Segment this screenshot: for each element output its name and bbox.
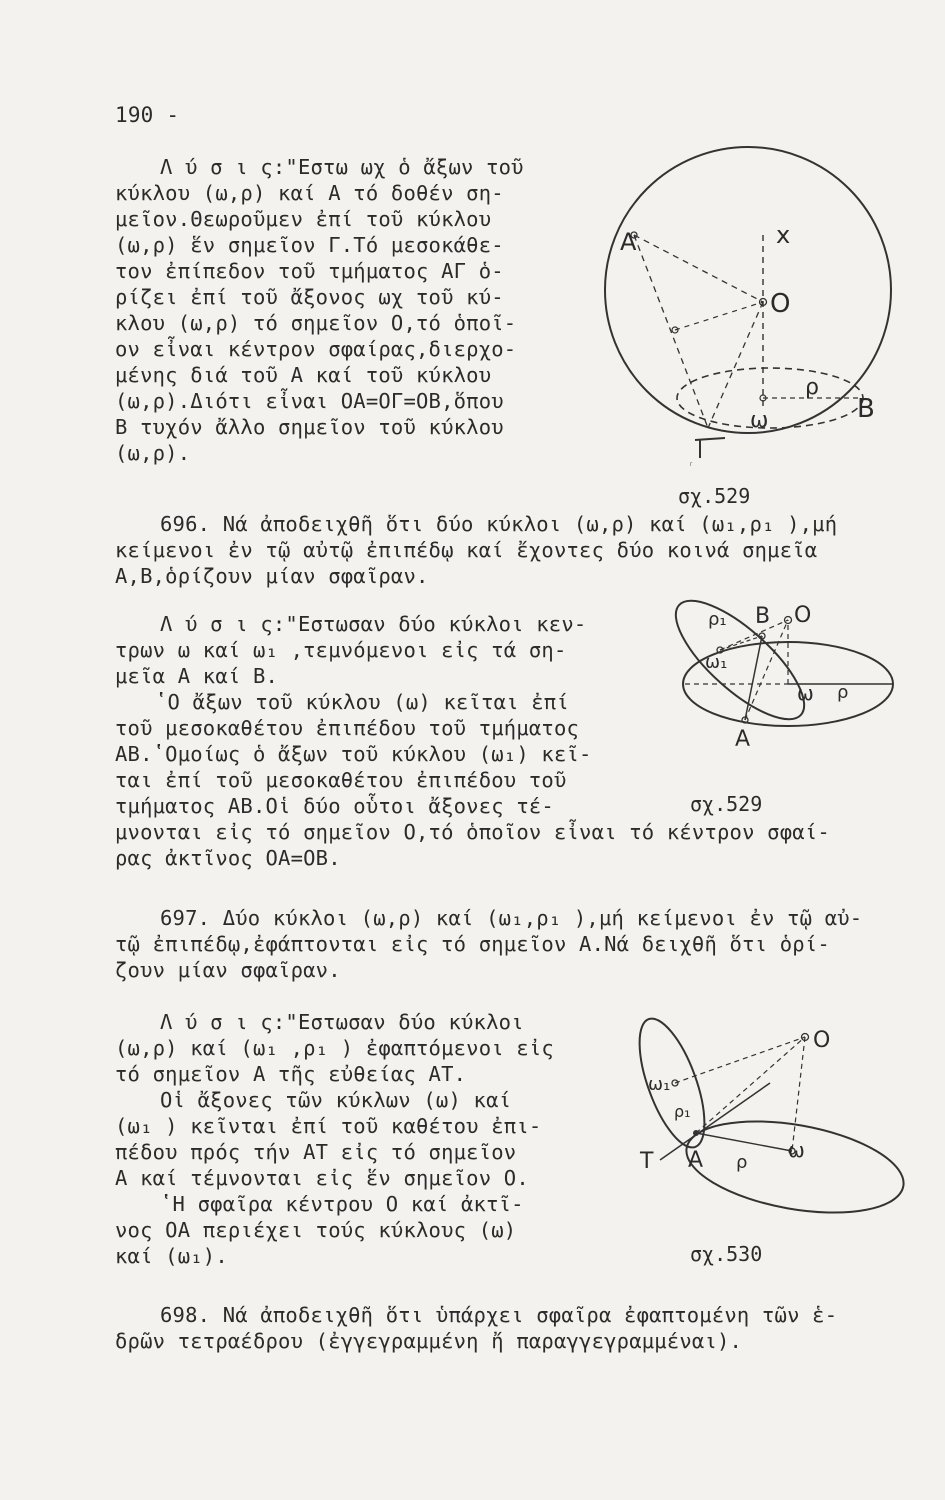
label-rho: ρ (837, 682, 849, 703)
text-line: Οἱ ἄξονες τῶν κύκλων (ω) καί (160, 1088, 512, 1112)
label-omega1: ω₁ (648, 1074, 671, 1095)
text-line: ρας ἀκτῖνος ΟΑ=ΟΒ. (115, 846, 341, 870)
point-A (693, 1130, 699, 1136)
label-A: Α (688, 1148, 704, 1173)
segment-AG (634, 235, 708, 428)
label-A: Α (620, 228, 637, 256)
axis-omega1 (675, 1037, 805, 1083)
text-line: τμήματος ΑΒ.Οἱ δύο οὗτοι ἄξονες τέ- (115, 794, 554, 818)
label-O: O (813, 1028, 831, 1053)
text-line: 698. Νά ἀποδειχθῆ ὅτι ὑπάρχει σφαῖρα ἐφαπτομένη τῶν ἑ- (160, 1303, 838, 1327)
text-line: τῷ ἐπιπέδῳ,ἐφάπτονται εἰς τό σημεῖον Α.Νά δειχθῆ ὅτι ὁρί- (115, 932, 830, 956)
text-line: δρῶν τετραέδρου (ἐγγεγραμμένη ἤ παραγγεγραμμέναι). (115, 1329, 743, 1353)
text-line: (ω,ρ).Διότι εἶναι ΟΑ=ΟΓ=ΟΒ,ὅπου (115, 389, 504, 413)
text-line: μεῖον.Θεωροῦμεν ἐπί τοῦ κύκλου (115, 207, 492, 231)
text-line: Λ ύ σ ι ς:"Εστωσαν δύο κύκλοι (160, 1010, 524, 1034)
figure-caption: σχ.529 (690, 792, 763, 816)
text-line: (ω,ρ). (115, 441, 191, 465)
text-line: μένης διά τοῦ Α καί τοῦ κύκλου (115, 363, 492, 387)
text-line: κείμενοι ἐν τῷ αὐτῷ ἐπιπέδῳ καί ἔχοντες δύο κοινά σημεῖα (115, 538, 818, 562)
segment-AO (696, 1037, 805, 1133)
text-line: ʽΟ ἄξων τοῦ κύκλου (ω) κεῖται ἐπί (155, 690, 569, 714)
text-line: τρων ω καί ω₁ ,τεμνόμενοι εἰς τά ση- (115, 638, 567, 662)
text-line: Β τυχόν ἄλλο σημεῖον τοῦ κύκλου (115, 415, 504, 439)
label-rho1: ρ₁ (708, 609, 727, 630)
text-line: Λ ύ σ ι ς:"Εστω ωχ ὁ ἄξων τοῦ (160, 155, 524, 179)
text-line: ΑΒ.ʽΟμοίως ὁ ἄξων τοῦ κύκλου (ω₁) κεῖ- (115, 742, 592, 766)
gamma-mark (695, 438, 725, 458)
text-line: Α καί τέμνονται εἰς ἕν σημεῖον Ο. (115, 1166, 529, 1190)
text-line: (ω,ρ) ἕν σημεῖον Γ.Τό μεσοκάθε- (115, 233, 504, 257)
figure-tangent-circles (630, 1005, 900, 1235)
text-line: 696. Νά ἀποδειχθῆ ὅτι δύο κύκλοι (ω,ρ) καί (ω₁,ρ₁ ),μή (160, 512, 838, 536)
label-A: Α (735, 727, 751, 752)
text-line: ρίζει ἐπί τοῦ ἄξονος ωχ τοῦ κύ- (115, 285, 504, 309)
label-rho1: ρ₁ (674, 1102, 691, 1121)
text-line: πέδου πρός τήν ΑΤ εἰς τό σημεῖον (115, 1140, 517, 1164)
text-line: (ω,ρ) καί (ω₁ ,ρ₁ ) ἐφαπτόμενοι εἰς (115, 1036, 554, 1060)
text-line: ται ἐπί τοῦ μεσοκαθέτου ἐπιπέδου τοῦ (115, 768, 567, 792)
circle-omega (679, 1107, 910, 1228)
figure-sphere-circle (600, 140, 900, 470)
label-omega: ω (750, 408, 769, 433)
label-T: T (640, 1149, 654, 1174)
text-line: νος ΟΑ περιέχει τούς κύκλους (ω) (115, 1218, 517, 1242)
text-line: (ω₁ ) κεῖνται ἐπί τοῦ καθέτου ἐπι- (115, 1114, 542, 1138)
axis-omega (792, 1037, 805, 1151)
figure-intersecting-circles-svg (670, 580, 910, 750)
text-line: ζουν μίαν σφαῖραν. (115, 958, 341, 982)
figure-caption: σχ.530 (690, 1242, 763, 1266)
radius-rho (696, 1133, 792, 1151)
figure-tangent-circles-svg (630, 1005, 900, 1235)
label-omega: ω (788, 1138, 805, 1162)
text-line: τοῦ μεσοκαθέτου ἐπιπέδου τοῦ τμήματος (115, 716, 580, 740)
text-line: ον εἶναι κέντρον σφαίρας,διερχο- (115, 337, 517, 361)
segment-AO (634, 235, 763, 302)
label-omega: ω (797, 681, 814, 705)
axis-omega1 (720, 620, 788, 650)
label-x: x (776, 221, 791, 249)
label-B: Β (755, 604, 771, 629)
sphere-outline (605, 147, 891, 433)
text-line: κλου (ω,ρ) τό σημεῖον Ο,τό ὁποῖ- (115, 311, 517, 335)
label-G: Γ (690, 462, 693, 467)
text-line: κύκλου (ω,ρ) καί Α τό δοθέν ση- (115, 181, 504, 205)
text-line: Α,Β,ὁρίζουν μίαν σφαῖραν. (115, 564, 429, 588)
text-line: Λ ύ σ ι ς:"Εστωσαν δύο κύκλοι κεν- (160, 612, 587, 636)
page-number: 190 - (115, 103, 180, 127)
figure-caption: σχ.529 (678, 484, 751, 508)
text-line: τον ἐπίπεδον τοῦ τμήματος ΑΓ ὁ- (115, 259, 504, 283)
figure-sphere-circle-svg (600, 140, 900, 470)
text-line: μνονται εἰς τό σημεῖον Ο,τό ὁποῖον εἶναι τό κέντρον σφαί- (115, 820, 830, 844)
label-O: O (770, 289, 791, 319)
label-omega1: ω₁ (705, 652, 728, 673)
label-rho: ρ (805, 375, 819, 400)
text-line: τό σημεῖον Α τῆς εὐθείας ΑΤ. (115, 1062, 467, 1086)
text-line: 697. Δύο κύκλοι (ω,ρ) καί (ω₁,ρ₁ ),μή κείμενοι ἐν τῷ αὐ- (160, 906, 863, 930)
label-rho: ρ (736, 1152, 748, 1173)
text-line: καί (ω₁). (115, 1244, 228, 1268)
label-B: Β (857, 394, 875, 424)
text-line: ʽΗ σφαῖρα κέντρου Ο καί ἀκτῖ- (160, 1192, 524, 1216)
label-O: O (794, 603, 812, 628)
perpendicular-bisector (675, 302, 763, 330)
figure-intersecting-circles (670, 580, 910, 750)
text-line: μεῖα Α καί Β. (115, 664, 279, 688)
